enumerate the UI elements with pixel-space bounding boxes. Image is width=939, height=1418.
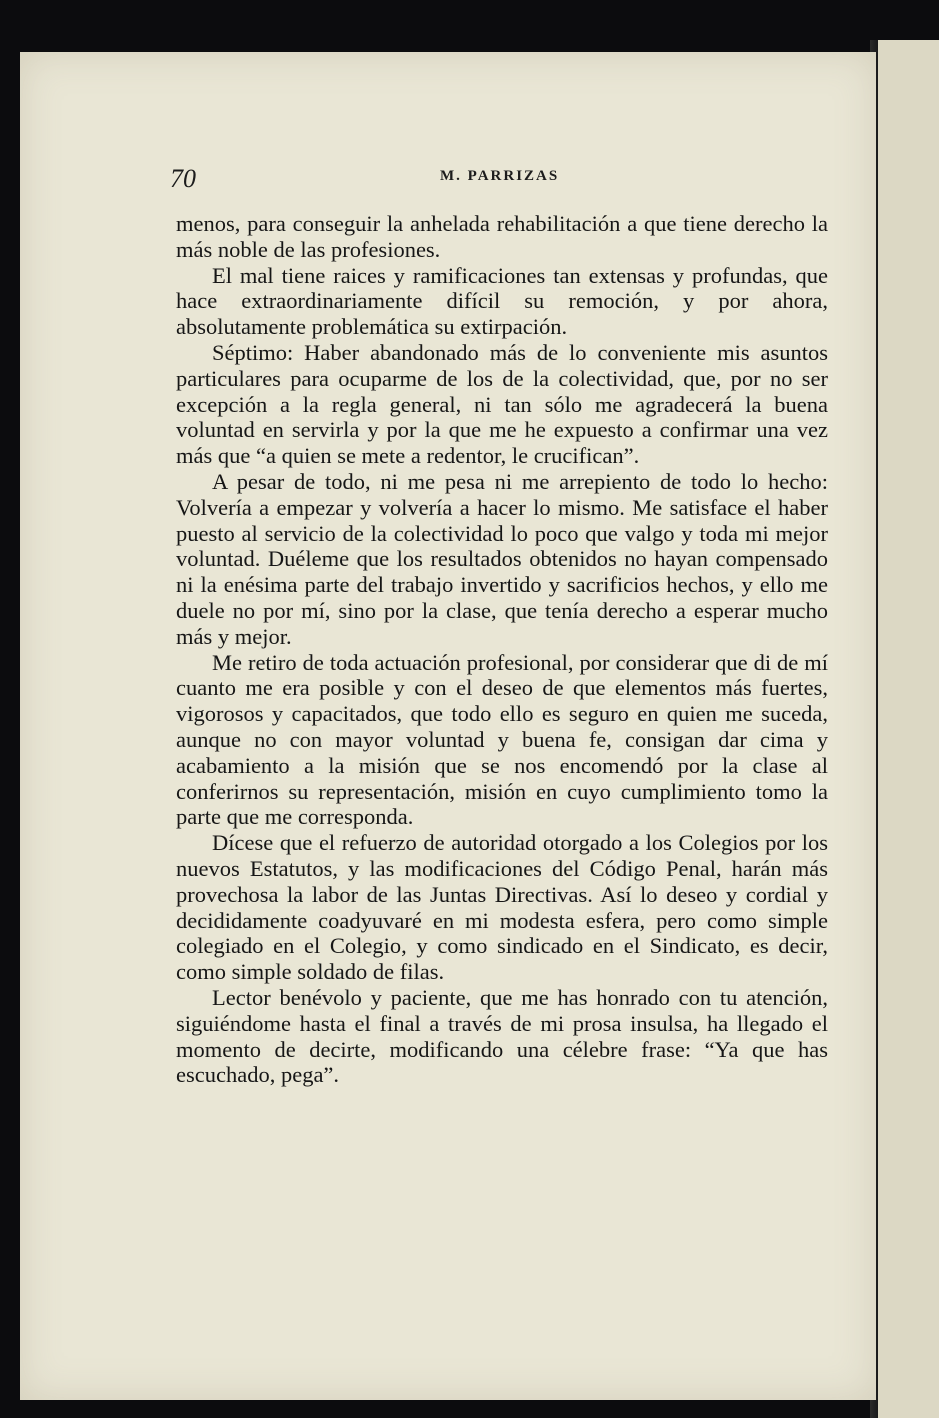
adjacent-page-edge bbox=[878, 40, 939, 1418]
paragraph-7: Lector benévolo y paciente, que me has honrado con tu atención, siguiéndome hasta el final a través de mi prosa insulsa, ha llegado el momento de decirte, modificando una célebre frase: “Ya que has escuchado, pega”. bbox=[176, 984, 828, 1088]
page-header bbox=[170, 160, 830, 200]
paragraph-3: Séptimo: Haber abandonado más de lo conveniente mis asuntos particulares para ocuparme de los de la colectividad, que, por no ser excepción a la regla general, ni tan sólo me agradecerá la buena voluntad en servirla y por la que me he expuesto a confirmar una vez más que “a quien se mete a redentor, le crucifican”. bbox=[176, 339, 828, 469]
paragraph-4: A pesar de todo, ni me pesa ni me arrepiento de todo lo hecho: Volvería a empezar y volvería a hacer lo mismo. Me satisface el haber puesto al servicio de la colectividad lo poco que valgo y toda mi mejor voluntad. Duéleme que los resultados obtenidos no hayan compensado ni la enésima parte del trabajo invertido y sacrificios hechos, y ello me duele no por mí, sino por la clase, que tenía derecho a esperar mucho más y mejor. bbox=[176, 468, 828, 649]
paragraph-5: Me retiro de toda actuación profesional, por considerar que di de mí cuanto me era posible y con el deseo de que elementos más fuertes, vigorosos y capacitados, que todo ello es seguro en quien me suceda, aunque no con mayor voluntad y buena fe, consigan dar cima y acabamiento a la misión que se nos encomendó por la clase al conferirnos su representación, misión en cuyo cumplimiento tomo la parte que me corresponda. bbox=[176, 649, 828, 830]
paragraph-2: El mal tiene raices y ramificaciones tan extensas y profundas, que hace extraordinariamente difícil su remoción, y por ahora, absolutamente problemática su extirpación. bbox=[176, 262, 828, 340]
running-head: M. PARRIZAS bbox=[440, 168, 560, 184]
paragraph-6: Dícese que el refuerzo de autoridad otorgado a los Colegios por los nuevos Estatutos, y las modificaciones del Código Penal, harán más provechosa la labor de las Juntas Directivas. Así lo deseo y cordial y decididamente coadyuvaré en mi modesta esfera, pero como simple colegiado en el Colegio, y como sindicado en el Sindicato, es decir, como simple soldado de filas. bbox=[176, 830, 828, 985]
paragraph-1: menos, para conseguir la anhelada rehabilitación a que tiene derecho la más noble de las profesiones. bbox=[176, 211, 828, 262]
page-number: 70 bbox=[170, 164, 196, 193]
body-text bbox=[176, 211, 828, 1088]
